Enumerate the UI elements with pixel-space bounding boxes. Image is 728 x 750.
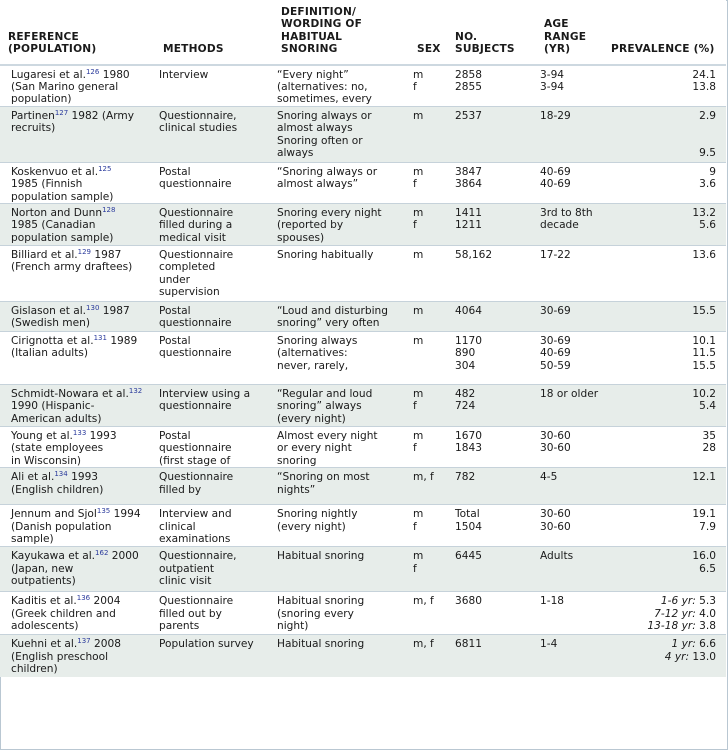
prevalence-line: [607, 620, 716, 632]
definition-text: Habitual snoring (snoring every night): [277, 595, 365, 633]
subjects-value: Total: [455, 508, 480, 521]
cell-methods: [155, 505, 273, 547]
sex-value: m: [413, 249, 424, 262]
cell-subjects: [447, 302, 536, 332]
cell-subjects: [447, 592, 536, 635]
definition-text: Snoring always (alternatives: never, rarely,: [277, 335, 358, 372]
reference-details: 1993 (English children): [11, 471, 104, 496]
cell-sex: [409, 635, 447, 677]
sex-value: f: [413, 520, 417, 533]
subjects-value: 482: [455, 388, 476, 401]
cell-definition: [273, 302, 409, 332]
cell-definition: [273, 592, 409, 635]
cell-prevalence: [603, 246, 726, 302]
prevalence-line: [607, 608, 716, 620]
cell-definition: [273, 468, 409, 505]
cell-sex: [409, 385, 447, 427]
cell-age-range: [536, 332, 603, 385]
subjects-value: 6811: [455, 638, 482, 651]
age-value: 30-69: [540, 335, 571, 348]
cell-definition: [273, 106, 409, 162]
reference-citation-number: 132: [128, 387, 143, 396]
methods-text: Questionnaire, clinical studies: [159, 109, 238, 135]
cell-sex: [409, 302, 447, 332]
prevalence-value: 9: [709, 165, 716, 178]
cell-methods: [155, 592, 273, 635]
header-subjects: NO. SUBJECTS: [447, 0, 536, 65]
sex-value: m: [413, 430, 424, 443]
subjects-value: 1411: [455, 207, 482, 220]
methods-text: Postal questionnaire: [159, 165, 232, 191]
sex-value: m: [413, 508, 424, 521]
reference-details: 1987 (Swedish men): [11, 305, 130, 330]
cell-subjects: [447, 65, 536, 107]
reference-author: Partinen: [11, 109, 55, 122]
subjects-value: 1211: [455, 219, 482, 232]
header-prevalence: PREVALENCE (%): [603, 0, 726, 65]
cell-sex: [409, 246, 447, 302]
cell-definition: [273, 635, 409, 677]
prevalence-value: 10.1: [692, 335, 716, 348]
cell-age-range: [536, 427, 603, 468]
reference-citation-number: 131: [93, 334, 107, 343]
prevalence-value: 13.8: [692, 81, 716, 94]
header-sex: SEX: [409, 0, 447, 65]
sex-value: m: [413, 207, 424, 220]
definition-text: Snoring nightly (every night): [277, 508, 358, 533]
cell-definition: [273, 427, 409, 468]
sex-value: m: [413, 165, 424, 178]
prevalence-value: 6.6: [695, 638, 716, 651]
cell-methods: [155, 204, 273, 246]
definition-text: Habitual snoring: [277, 638, 365, 651]
cell-reference: [0, 385, 155, 427]
table-row: [0, 204, 726, 246]
age-value: 40-69: [540, 178, 571, 191]
subjects-value: 3847: [455, 165, 482, 178]
reference-citation-number: 126: [85, 67, 100, 76]
prevalence-value: 19.1: [692, 508, 716, 521]
cell-prevalence: [603, 106, 726, 162]
sex-value: m: [413, 305, 424, 318]
cell-prevalence: [603, 204, 726, 246]
cell-prevalence: [603, 302, 726, 332]
reference-citation-number: 125: [98, 164, 112, 173]
cell-subjects: [447, 332, 536, 385]
reference-citation-number: 136: [76, 594, 91, 603]
prevalence-value: 9.5: [699, 147, 716, 160]
cell-reference: [0, 547, 155, 592]
prevalence-value: 3.8: [695, 620, 716, 633]
reference-author: Kuehni et al.: [11, 638, 78, 651]
cell-reference: [0, 427, 155, 468]
reference-details: 1985 (Canadian population sample): [11, 219, 114, 244]
prevalence-value: 2.9: [699, 109, 716, 122]
table-row: [0, 332, 726, 385]
cell-subjects: [447, 246, 536, 302]
cell-reference: [0, 592, 155, 635]
prevalence-value: 5.6: [699, 219, 716, 232]
cell-definition: [273, 547, 409, 592]
sex-value: m, f: [413, 638, 434, 651]
age-value: 30-60: [540, 520, 571, 533]
sex-value: f: [413, 81, 417, 94]
subjects-value: 724: [455, 400, 476, 413]
age-value: 1-18: [540, 595, 565, 608]
methods-text: Questionnaire filled out by parents: [159, 595, 234, 633]
sex-value: m: [413, 68, 424, 81]
header-methods: METHODS: [155, 0, 273, 65]
cell-reference: [0, 302, 155, 332]
methods-text: Population survey: [159, 638, 254, 651]
age-value: 30-60: [540, 442, 571, 455]
age-value: 17-22: [540, 249, 571, 262]
reference-details: 1990 (Hispanic- American adults): [11, 400, 102, 425]
cell-age-range: [536, 65, 603, 107]
reference-citation-number: 135: [96, 507, 111, 516]
subjects-value: 3864: [455, 178, 482, 191]
cell-subjects: [447, 162, 536, 203]
subjects-value: 304: [455, 359, 476, 372]
cell-sex: [409, 505, 447, 547]
prevalence-value: 3.6: [699, 178, 716, 191]
age-value: 4-5: [540, 471, 558, 484]
definition-text: Snoring habitually: [277, 249, 374, 262]
cell-age-range: [536, 204, 603, 246]
reference-details: 1982 (Army recruits): [11, 109, 135, 135]
cell-reference: [0, 204, 155, 246]
reference-author: Young et al.: [11, 430, 73, 443]
cell-definition: [273, 385, 409, 427]
cell-prevalence: [603, 505, 726, 547]
cell-methods: [155, 106, 273, 162]
cell-sex: [409, 468, 447, 505]
cell-age-range: [536, 635, 603, 677]
reference-citation-number: 134: [54, 470, 68, 479]
prevalence-value: 6.5: [699, 562, 716, 575]
cell-reference: [0, 246, 155, 302]
prevalence-value: 11.5: [692, 347, 716, 360]
prevalence-age-label: 7-12 yr:: [654, 607, 696, 620]
subjects-value: 3680: [455, 595, 482, 608]
sex-value: f: [413, 562, 417, 575]
age-value: 18-29: [540, 109, 571, 122]
header-definition: DEFINITION/ WORDING OF HABITUAL SNORING: [273, 0, 409, 65]
reference-citation-number: 127: [54, 108, 69, 117]
table-row: [0, 468, 726, 505]
cell-methods: [155, 162, 273, 203]
prevalence-value: 7.9: [699, 520, 716, 533]
cell-methods: [155, 332, 273, 385]
cell-methods: [155, 635, 273, 677]
subjects-value: 782: [455, 471, 476, 484]
subjects-value: 2858: [455, 68, 482, 81]
cell-definition: [273, 505, 409, 547]
table-row: [0, 635, 726, 677]
cell-prevalence: [603, 162, 726, 203]
table-row: [0, 427, 726, 468]
reference-citation-number: 130: [86, 304, 100, 313]
cell-methods: [155, 547, 273, 592]
definition-text: “Snoring always or almost always”: [277, 165, 378, 191]
header-row: [0, 0, 726, 65]
sex-value: m, f: [413, 471, 434, 484]
age-value: 3-94: [540, 81, 565, 94]
prevalence-value: 5.3: [695, 595, 716, 608]
sex-value: f: [413, 442, 417, 455]
methods-text: Interview: [159, 68, 209, 81]
prevalence-value: 13.2: [692, 207, 716, 220]
subjects-value: 2537: [455, 109, 482, 122]
cell-definition: [273, 332, 409, 385]
cell-definition: [273, 65, 409, 107]
prevalence-age-label: 4 yr:: [664, 650, 690, 663]
age-value: decade: [540, 219, 579, 232]
reference-details: 1989 (Italian adults): [11, 335, 138, 360]
reference-author: Ali et al.: [11, 471, 55, 484]
cell-sex: [409, 204, 447, 246]
prevalence-value: 16.0: [692, 550, 716, 563]
reference-author: Billiard et al.: [11, 249, 78, 262]
age-value: 3rd to 8th: [540, 207, 593, 220]
prevalence-value: [607, 135, 716, 147]
prevalence-line: [607, 651, 716, 663]
sex-value: f: [413, 219, 417, 232]
methods-text: Questionnaire filled during a medical visit: [159, 207, 234, 244]
cell-methods: [155, 427, 273, 468]
cell-prevalence: [603, 65, 726, 107]
cell-age-range: [536, 162, 603, 203]
sex-value: m: [413, 550, 424, 563]
cell-sex: [409, 162, 447, 203]
cell-prevalence: [603, 332, 726, 385]
reference-author: Cirignotta et al.: [11, 335, 94, 348]
sex-value: m: [413, 335, 424, 348]
cell-age-range: [536, 385, 603, 427]
definition-text: “Every night” (alternatives: no, sometimes, every: [277, 68, 372, 106]
methods-text: Interview and clinical examinations: [159, 508, 232, 546]
age-value: 30-60: [540, 430, 571, 443]
cell-methods: [155, 246, 273, 302]
subjects-value: 1504: [455, 520, 482, 533]
cell-methods: [155, 65, 273, 107]
definition-text: Snoring always or almost always Snoring often or always: [277, 109, 372, 160]
methods-text: Postal questionnaire: [159, 305, 232, 330]
prevalence-value: 13.6: [692, 249, 716, 262]
age-value: 40-69: [540, 165, 571, 178]
prevalence-value: 5.4: [699, 400, 716, 413]
subjects-value: 4064: [455, 305, 482, 318]
prevalence-age-label: 1-6 yr:: [660, 595, 696, 608]
cell-age-range: [536, 592, 603, 635]
prevalence-value: 15.5: [692, 305, 716, 318]
sex-value: f: [413, 400, 417, 413]
definition-text: “Regular and loud snoring” always (every night): [277, 388, 373, 425]
definition-text: “Loud and disturbing snoring” very often: [277, 305, 388, 330]
age-value: 30-60: [540, 508, 571, 521]
prevalence-age-label: 1 yr:: [671, 638, 696, 651]
prevalence-line: [607, 638, 716, 650]
prevalence-value: 10.2: [692, 388, 716, 401]
reference-citation-number: 133: [72, 429, 87, 438]
sex-value: m: [413, 388, 424, 401]
table-row: [0, 302, 726, 332]
table-row: [0, 385, 726, 427]
cell-subjects: [447, 468, 536, 505]
methods-text: Postal questionnaire: [159, 335, 232, 360]
subjects-value: 1170: [455, 335, 482, 348]
cell-prevalence: [603, 547, 726, 592]
table-row: [0, 547, 726, 592]
prevalence-value: 35: [702, 430, 716, 443]
cell-prevalence: [603, 385, 726, 427]
reference-citation-number: 137: [77, 637, 91, 646]
prevalence-line: [607, 595, 716, 607]
cell-definition: [273, 204, 409, 246]
age-value: 18 or older: [540, 388, 599, 401]
cell-sex: [409, 332, 447, 385]
age-value: Adults: [540, 550, 574, 563]
reference-citation-number: 129: [77, 248, 92, 257]
reference-details: 2008 (English preschool children): [11, 638, 121, 676]
cell-sex: [409, 65, 447, 107]
reference-author: Schmidt-Nowara et al.: [11, 388, 129, 401]
header-age-range: AGE RANGE (YR): [536, 0, 603, 65]
cell-subjects: [447, 427, 536, 468]
methods-text: Questionnaire, outpatient clinic visit: [159, 550, 237, 588]
reference-author: Lugaresi et al.: [11, 68, 86, 81]
age-value: 3-94: [540, 68, 565, 81]
reference-citation-number: 162: [95, 549, 109, 558]
methods-text: Postal questionnaire (first stage of: [159, 430, 232, 467]
cell-reference: [0, 106, 155, 162]
methods-text: Interview using a questionnaire: [159, 388, 251, 413]
table-row: [0, 505, 726, 547]
cell-prevalence: [603, 592, 726, 635]
subjects-value: 2855: [455, 81, 482, 94]
cell-reference: [0, 635, 155, 677]
cell-age-range: [536, 302, 603, 332]
age-value: 40-69: [540, 347, 571, 360]
header-reference: REFERENCE (POPULATION): [0, 0, 155, 65]
table-row: [0, 65, 726, 107]
cell-age-range: [536, 468, 603, 505]
cell-prevalence: [603, 468, 726, 505]
subjects-value: 890: [455, 347, 476, 360]
cell-reference: [0, 65, 155, 107]
prevalence-age-label: 13-18 yr:: [647, 620, 696, 633]
reference-author: Gislason et al.: [11, 305, 87, 318]
prevalence-value: 12.1: [692, 471, 716, 484]
cell-reference: [0, 332, 155, 385]
reference-citation-number: 128: [102, 206, 116, 215]
reference-author: Jennum and Sjol: [11, 508, 97, 521]
prevalence-value: 4.0: [695, 607, 716, 620]
cell-sex: [409, 106, 447, 162]
methods-text: Questionnaire completed under supervision: [159, 249, 234, 299]
prevalence-value: 13.0: [689, 650, 716, 663]
reference-details: 1980 (San Marino general population): [11, 68, 130, 106]
prevalence-value: 28: [702, 442, 716, 455]
cell-age-range: [536, 505, 603, 547]
reference-details: 1987 (French army draftees): [11, 249, 133, 274]
cell-reference: [0, 162, 155, 203]
sex-value: f: [413, 178, 417, 191]
cell-methods: [155, 385, 273, 427]
definition-text: “Snoring on most nights”: [277, 471, 370, 496]
age-value: 1-4: [540, 638, 558, 651]
cell-subjects: [447, 385, 536, 427]
definition-text: Snoring every night (reported by spouses): [277, 207, 382, 244]
reference-details: 2000 (Japan, new outpatients): [11, 550, 139, 588]
reference-details: 2004 (Greek children and adolescents): [11, 595, 121, 633]
cell-prevalence: [603, 427, 726, 468]
subjects-value: 58,162: [455, 249, 493, 262]
subjects-value: 1670: [455, 430, 482, 443]
cell-reference: [0, 505, 155, 547]
prevalence-value: [607, 122, 716, 134]
definition-text: Habitual snoring: [277, 550, 365, 563]
reference-details: 1993 (state employees in Wisconsin): [11, 430, 117, 467]
cell-subjects: [447, 204, 536, 246]
cell-sex: [409, 592, 447, 635]
subjects-value: 1843: [455, 442, 482, 455]
cell-prevalence: [603, 635, 726, 677]
subjects-value: 6445: [455, 550, 482, 563]
sex-value: m: [413, 109, 424, 122]
age-value: 30-69: [540, 305, 571, 318]
cell-methods: [155, 302, 273, 332]
cell-age-range: [536, 106, 603, 162]
definition-text: Almost every night or every night snoring: [277, 430, 378, 467]
cell-reference: [0, 468, 155, 505]
cell-definition: [273, 246, 409, 302]
cell-subjects: [447, 106, 536, 162]
age-value: 50-59: [540, 359, 571, 372]
table-row: [0, 246, 726, 302]
reference-author: Norton and Dunn: [11, 207, 103, 220]
reference-author: Kayukawa et al.: [11, 550, 96, 563]
reference-details: 1985 (Finnish population sample): [11, 178, 114, 203]
reference-author: Kaditis et al.: [11, 595, 77, 608]
sex-value: m, f: [413, 595, 434, 608]
methods-text: Questionnaire filled by: [159, 471, 234, 496]
cell-subjects: [447, 505, 536, 547]
cell-age-range: [536, 547, 603, 592]
reference-author: Koskenvuo et al.: [11, 165, 99, 178]
reference-details: 1994 (Danish population sample): [11, 508, 141, 546]
prevalence-value: 24.1: [692, 68, 716, 81]
cell-sex: [409, 427, 447, 468]
table-row: [0, 592, 726, 635]
cell-subjects: [447, 547, 536, 592]
cell-age-range: [536, 246, 603, 302]
table-row: [0, 106, 726, 162]
cell-sex: [409, 547, 447, 592]
cell-methods: [155, 468, 273, 505]
prevalence-value: 15.5: [692, 359, 716, 372]
cell-definition: [273, 162, 409, 203]
cell-subjects: [447, 635, 536, 677]
table-row: [0, 162, 726, 203]
